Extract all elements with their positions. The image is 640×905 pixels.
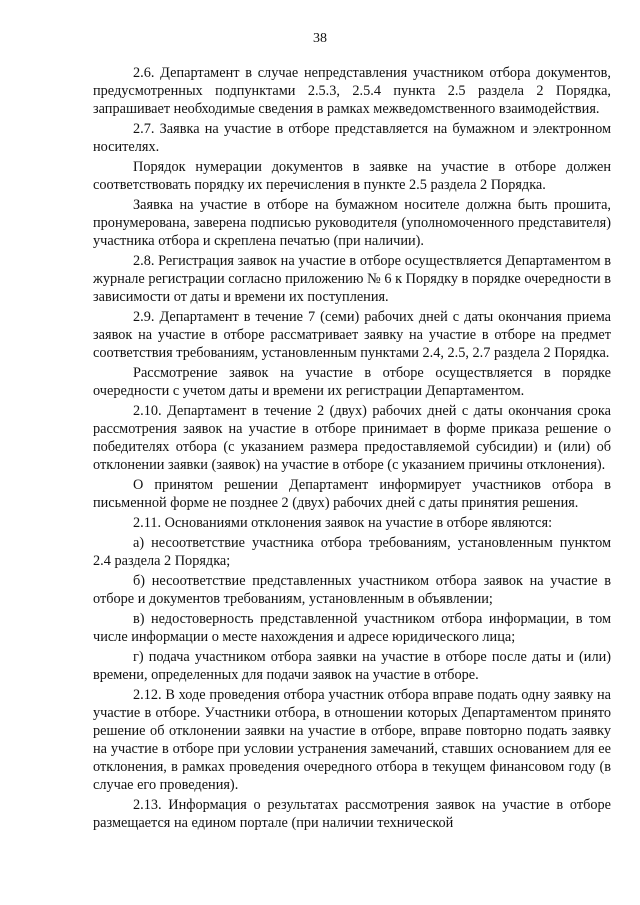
paragraph-2-11: 2.11. Основаниями отклонения заявок на участие в отборе являются: [133, 515, 553, 531]
paragraph-review-order: Рассмотрение заявок на участие в отборе осуществляется в порядке очередности с учетом даты и времени их регистрации Департаментом. [93, 365, 611, 399]
paragraph-2-7: 2.7. Заявка на участие в отборе представляется на бумажном и электронном носителях. [93, 121, 611, 155]
paragraph-2-10: 2.10. Департамент в течение 2 (двух) рабочих дней с даты окончания срока рассмотрения заявок на участие в отборе принимает в форме приказа решение о победителях отбора (с указанием размера предоставляемой субсидии) и (или) об отклонении заявки (заявок) на участие в отборе (с указанием причины отклонения). [93, 403, 611, 473]
paragraph-2-12: 2.12. В ходе проведения отбора участник отбора вправе подать одну заявку на участие в отборе. Участники отбора, в отношении которых Департаментом принято решение об отклонении заявки на участие в отборе, вправе повторно подать заявку на участие в отборе при условии устранения замечаний, ставших основанием для ее отклонения, в рамках проведения очередного отбора в текущем финансовом году (в случае его проведения). [93, 687, 611, 793]
paragraph-2-6: 2.6. Департамент в случае непредставления участником отбора документов, предусмотренных подпунктами 2.5.3, 2.5.4 пункта 2.5 раздела 2 Порядка, запрашивает необходимые сведения в рамках межведомственного взаимодействия. [93, 65, 611, 117]
list-item-b: б) несоответствие представленных участником отбора заявок на участие в отборе и документов требованиям, установленным в объявлении; [93, 573, 611, 607]
paragraph-2-13: 2.13. Информация о результатах рассмотрения заявок на участие в отборе размещается на едином портале (при наличии технической [93, 797, 611, 831]
paragraph-2-8: 2.8. Регистрация заявок на участие в отборе осуществляется Департаментом в журнале регистрации согласно приложению № 6 к Порядку в порядке очередности в зависимости от даты и времени их поступления. [93, 253, 611, 305]
list-item-a: а) несоответствие участника отбора требованиям, установленным пунктом 2.4 раздела 2 Порядка; [93, 535, 611, 569]
paragraph-decision-notice: О принятом решении Департамент информирует участников отбора в письменной форме не позднее 2 (двух) рабочих дней с даты принятия решения. [93, 477, 611, 511]
document-body [93, 64, 611, 834]
paragraph-2-9: 2.9. Департамент в течение 7 (семи) рабочих дней с даты окончания приема заявок на участие в отборе рассматривает заявку на участие в отборе на предмет соответствия требованиям, установленным пунктами 2.4, 2.5, 2.7 раздела 2 Порядка. [93, 309, 611, 361]
list-item-g: г) подача участником отбора заявки на участие в отборе после даты и (или) времени, определенных для подачи заявок на участие в отборе. [93, 649, 611, 683]
paragraph-paper-application: Заявка на участие в отборе на бумажном носителе должна быть прошита, пронумерована, заверена подписью руководителя (уполномоченного представителя) участника отбора и скреплена печатью (при наличии). [93, 197, 611, 249]
list-item-v: в) недостоверность представленной участником отбора информации, в том числе информации о месте нахождения и адресе юридического лица; [93, 611, 611, 645]
page-number: 38 [313, 31, 327, 46]
paragraph-numbering-order: Порядок нумерации документов в заявке на участие в отборе должен соответствовать порядку их перечисления в пункте 2.5 раздела 2 Порядка. [93, 159, 611, 193]
